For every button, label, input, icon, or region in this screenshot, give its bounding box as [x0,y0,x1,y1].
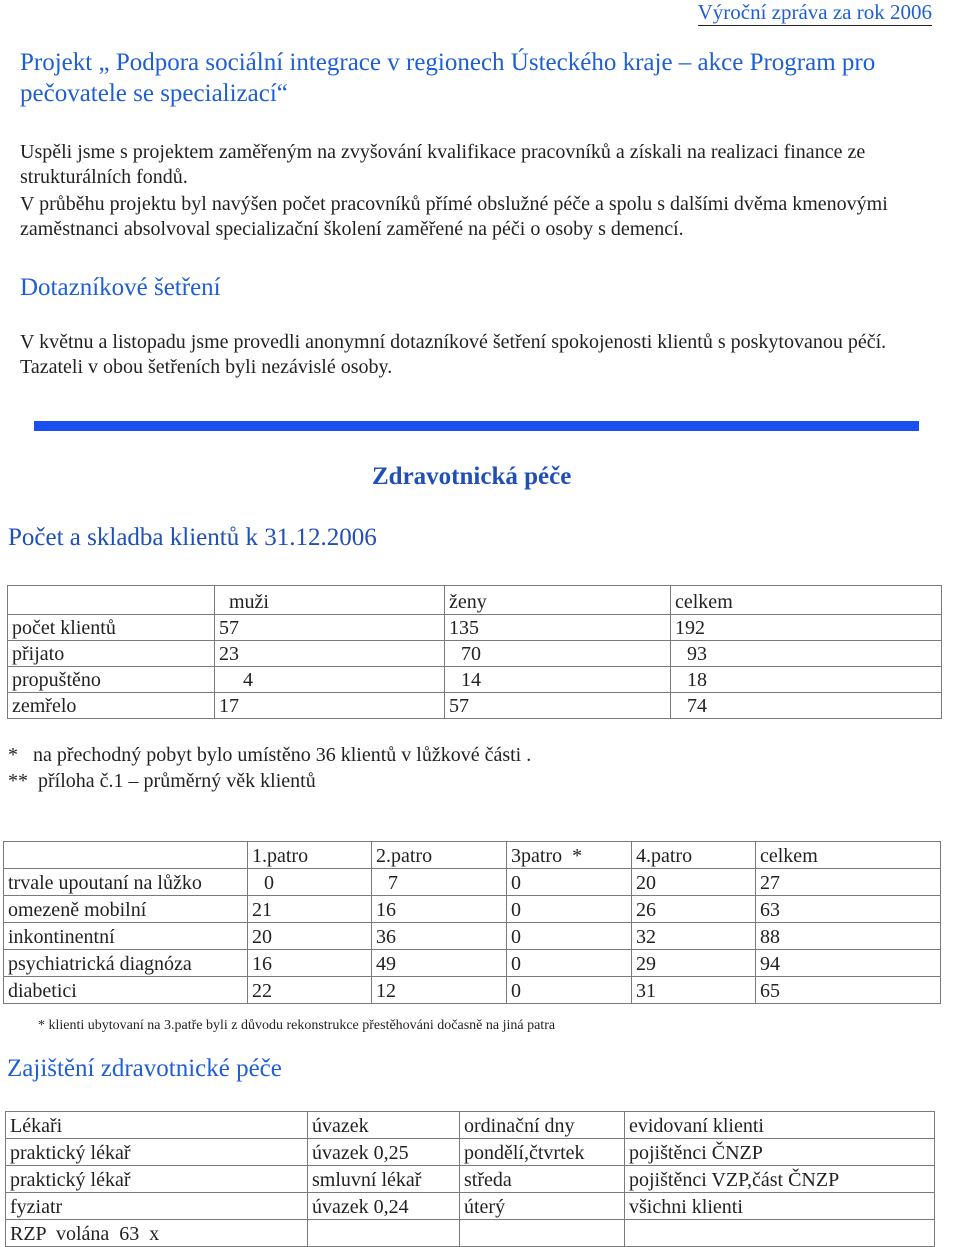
table-cell: fyziatr [6,1193,308,1220]
survey-text: V květnu a listopadu jsme provedli anonymní dotazníkové šetření spokojenosti klientů s poskytovanou péčí. Tazateli v obou šetřeních byli nezávislé osoby. [20,331,887,378]
table-header-cell: 4.patro [632,842,756,869]
table-cell: 12 [372,977,507,1004]
table-row [8,667,942,693]
table-cell: 135 [445,615,671,641]
table-row [4,869,941,896]
survey-title: Dotazníkové šetření [20,274,221,301]
table-row [4,950,941,977]
table-cell: 93 [671,641,942,667]
table-header-cell: celkem [756,842,941,869]
table-header-row [8,586,942,615]
table-cell: středa [460,1166,625,1193]
doctors-table [5,1111,935,1247]
table-row [4,977,941,1004]
table-cell: psychiatrická diagnóza [4,950,248,977]
table-row [4,896,941,923]
table-cell [308,1220,460,1247]
table-cell: 16 [372,896,507,923]
table-cell: inkontinentní [4,923,248,950]
table-cell: 65 [756,977,941,1004]
table-cell [625,1220,935,1247]
table-cell: omezeně mobilní [4,896,248,923]
table-cell: 0 [507,869,632,896]
clients-note-1: * na přechodný pobyt bylo umístěno 36 klientů v lůžkové části . [8,744,532,766]
project-paragraph-1: Uspěli jsme s projektem zaměřeným na zvyšování kvalifikace pracovníků a získali na realizaci finance ze strukturálních fondů. [20,141,866,188]
table-cell: 0 [507,950,632,977]
table-cell: RZP volána 63 x [6,1220,308,1247]
clients-note-2: ** příloha č.1 – průměrný věk klientů [8,770,316,792]
table-header-cell: 3patro * [507,842,632,869]
table-cell: přijato [8,641,215,667]
table-cell: 0 [507,923,632,950]
table-cell: 20 [632,869,756,896]
table-cell: 26 [632,896,756,923]
table-cell: 192 [671,615,942,641]
project-paragraph-2: V průběhu projektu byl navýšen počet pracovníků přímé obslužné péče a spolu s dalšími dvěma kmenovými zaměstnanci absolvoval specializační školení zaměřené na péči o osoby s demencí. [20,193,888,240]
table-cell: pojištěnci VZP,část ČNZP [625,1166,935,1193]
table-cell: zemřelo [8,693,215,719]
table-cell: 57 [215,615,445,641]
floors-table [3,841,941,1004]
table-cell: 16 [248,950,372,977]
floors-note: * klienti ubytovaní na 3.patře byli z důvodu rekonstrukce přestěhováni dočasně na jiná patra [38,1018,556,1033]
table-cell: 4 [215,667,445,693]
clients-table-title: Počet a skladba klientů k 31.12.2006 [8,524,377,551]
table-cell: 36 [372,923,507,950]
table-row [6,1193,935,1220]
table-cell: 32 [632,923,756,950]
table-cell: úterý [460,1193,625,1220]
table-cell: 23 [215,641,445,667]
table-header-cell: 1.patro [248,842,372,869]
table-row [8,693,942,719]
table-header-cell: muži [215,586,445,615]
table-cell: 31 [632,977,756,1004]
table-cell: 49 [372,950,507,977]
table-cell: diabetici [4,977,248,1004]
table-cell: 0 [507,896,632,923]
table-header-cell: celkem [671,586,942,615]
table-header-row [4,842,941,869]
clients-table [7,585,942,719]
table-cell: 17 [215,693,445,719]
project-title: Projekt „ Podpora sociální integrace v regionech Ústeckého kraje – akce Program pro pečovatele se specializací“ [20,49,876,107]
table-cell: 27 [756,869,941,896]
table-cell: 14 [445,667,671,693]
table-header-cell: Lékaři [6,1112,308,1139]
table-cell: 20 [248,923,372,950]
table-cell [8,586,215,615]
table-cell: trvale upoutaní na lůžko [4,869,248,896]
table-cell: 70 [445,641,671,667]
table-cell [4,842,248,869]
health-care-title: Zdravotnická péče [372,463,572,490]
table-cell: 21 [248,896,372,923]
table-cell: 18 [671,667,942,693]
table-cell: 0 [507,977,632,1004]
table-cell: 0 [248,869,372,896]
table-row [4,923,941,950]
table-cell: všichni klienti [625,1193,935,1220]
table-row [6,1220,935,1247]
table-header-cell: úvazek [308,1112,460,1139]
table-cell: 63 [756,896,941,923]
table-cell: 57 [445,693,671,719]
table-cell: 29 [632,950,756,977]
table-header-cell: ordinační dny [460,1112,625,1139]
table-row [6,1166,935,1193]
table-header-cell: 2.patro [372,842,507,869]
table-header-cell: ženy [445,586,671,615]
table-cell: 7 [372,869,507,896]
table-header-cell: evidovaní klienti [625,1112,935,1139]
table-cell: propuštěno [8,667,215,693]
table-cell: 88 [756,923,941,950]
table-cell: smluvní lékař [308,1166,460,1193]
table-cell: úvazek 0,25 [308,1139,460,1166]
table-header-row [6,1112,935,1139]
section-divider-bar [34,421,919,431]
table-cell: počet klientů [8,615,215,641]
table-cell: 74 [671,693,942,719]
table-row [6,1139,935,1166]
table-cell [460,1220,625,1247]
table-row [8,641,942,667]
table-cell: pondělí,čtvrtek [460,1139,625,1166]
table-row [8,615,942,641]
table-cell: 22 [248,977,372,1004]
table-cell: úvazek 0,24 [308,1193,460,1220]
doctors-section-title: Zajištění zdravotnické péče [7,1055,282,1082]
table-cell: praktický lékař [6,1166,308,1193]
table-cell: praktický lékař [6,1139,308,1166]
report-header-title: Výroční zpráva za rok 2006 [697,0,932,24]
table-cell: pojištěnci ČNZP [625,1139,935,1166]
table-cell: 94 [756,950,941,977]
